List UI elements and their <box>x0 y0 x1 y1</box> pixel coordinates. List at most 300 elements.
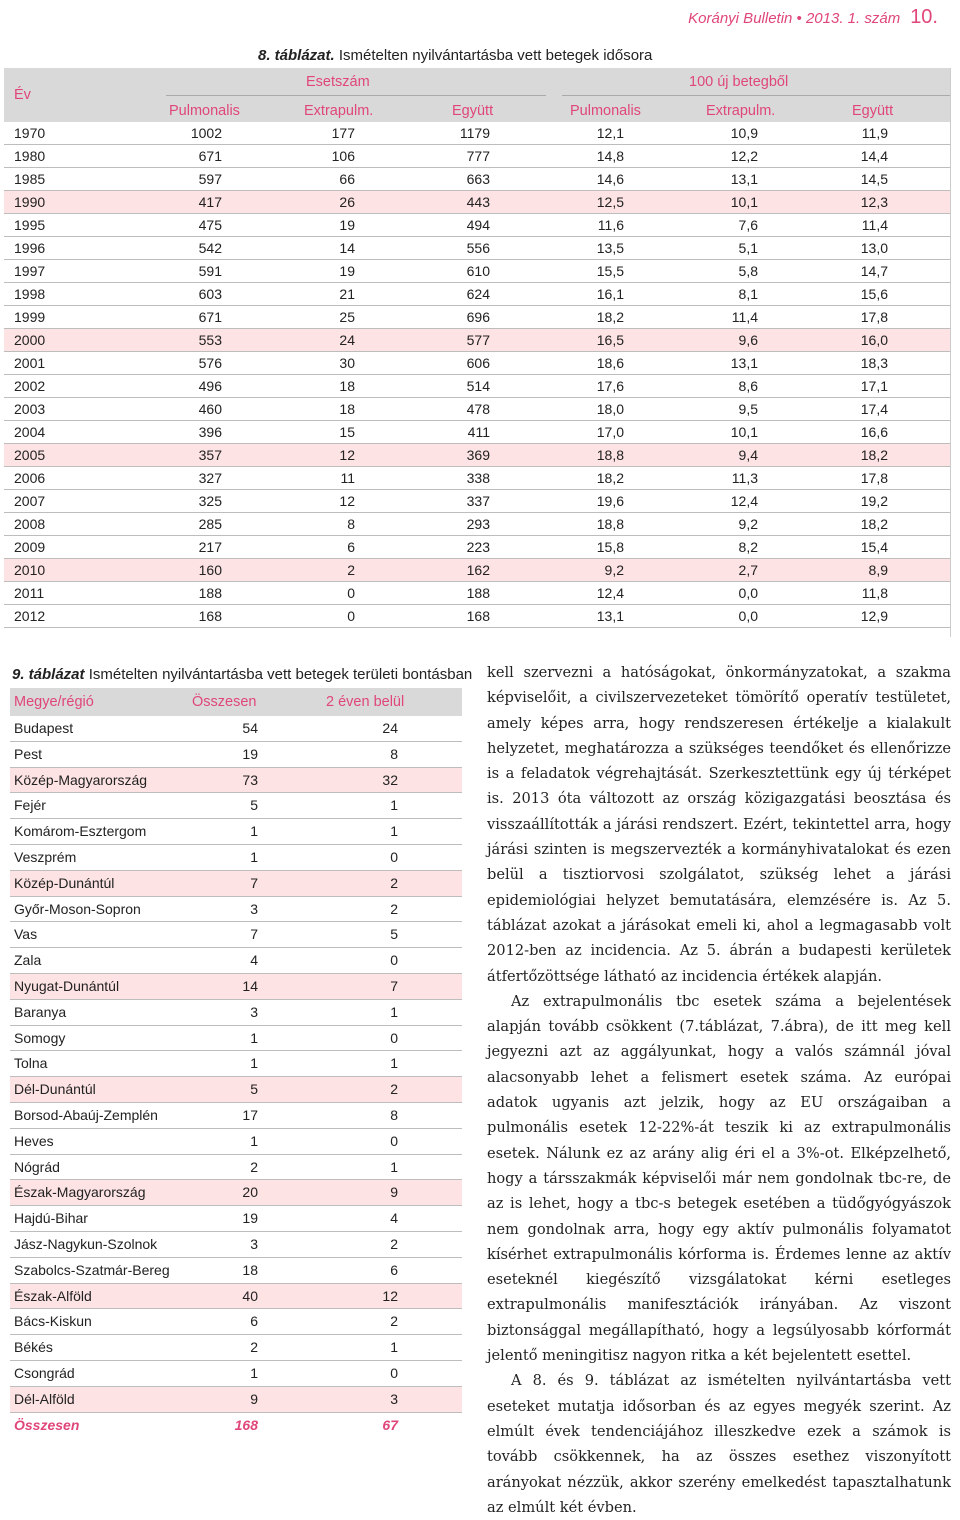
group-divider <box>562 95 950 96</box>
paragraph: A 8. és 9. táblázat az ismételten nyilvántartásba vett eseteket mutatja idősorban és az egyes megyék szerint. Az elmúlt évek tendenciájához illeszkedve ezek a számok is tovább csökkennek, ha az összes esethez viszonyított arányokat nézzük, akkor szerény emelkedést tapasztalhatunk az elmúlt két évben. <box>487 1372 951 1516</box>
value-cell: 188 <box>466 585 490 601</box>
table-row <box>10 1387 462 1413</box>
table-row <box>10 1284 462 1310</box>
table-row <box>10 845 462 871</box>
table-row <box>4 260 950 283</box>
value-cell: 514 <box>466 378 490 394</box>
region-cell: Vas <box>14 926 38 943</box>
region-cell: Budapest <box>14 720 74 736</box>
value-cell: 8 <box>390 745 398 762</box>
table-row <box>10 819 462 845</box>
value-cell: 13,1 <box>730 171 758 187</box>
value-cell: 12,9 <box>860 608 888 624</box>
value-cell: 5,8 <box>738 263 758 279</box>
region-cell: Bács-Kiskun <box>14 1313 92 1330</box>
year-cell: 1970 <box>14 125 46 141</box>
table-row <box>10 1103 462 1129</box>
year-cell: 1997 <box>14 263 46 279</box>
table8 <box>4 68 951 637</box>
table-row <box>10 871 462 897</box>
value-cell: 610 <box>466 263 490 279</box>
paragraph: kell szervezni a hatóságokat, önkormányzatokat, a szakma képviselőit, a civilszervezeteket tömörítő operatív testületet, amely képes arra, hogy rendszeresen értékelje a kialakult helyzetet, meghatározza a szükséges teendőket és ellenőrizze is a feladatok végrehajtását. Szerkesztettünk egy új térképet is. 2013 óta változott az ország közigazgatási beosztása és visszaállították a járási rendszert. Ezért, tekintettel arra, hogy járási szinten is megszervezték a kormányhivatalokat és ezen belül a tisztiorvosi szolgálatot, szükség lehet a járási epidemiológiai helyzet bemutatására, elemzésére is. Az 5. táblázat azokat a járásokat emeli ki, ahol a legmagasabb volt 2012-ben az incidencia. Az 5. ábrán a budapesti kerületek átfertőzöttsége látható az incidencia értékek alapján. <box>487 664 951 985</box>
value-cell: 12 <box>382 1287 398 1304</box>
value-cell: 24 <box>382 720 398 736</box>
value-cell: 624 <box>466 286 490 302</box>
value-cell: 3 <box>250 900 258 917</box>
value-cell: 11 <box>340 470 355 486</box>
value-cell: 15,6 <box>860 286 888 302</box>
value-cell: 553 <box>198 332 222 348</box>
table-row <box>4 375 950 398</box>
value-cell: 7 <box>250 874 258 891</box>
value-cell: 1 <box>390 1158 398 1175</box>
value-cell: 19,6 <box>596 493 624 509</box>
region-cell: Zala <box>14 952 42 969</box>
value-cell: 18 <box>242 1261 258 1278</box>
sub-header: Extrapulm. <box>706 103 776 119</box>
value-cell: 1 <box>250 1029 258 1046</box>
value-cell: 223 <box>466 539 490 555</box>
value-cell: 6 <box>347 539 355 555</box>
table8-title: Ismételten nyilvántartásba vett betegek idősora <box>338 47 653 64</box>
col-year: Év <box>14 87 31 103</box>
value-cell: 597 <box>198 171 222 187</box>
page-number: 10. <box>910 6 938 28</box>
year-cell: 2004 <box>14 424 46 440</box>
table-row <box>4 536 950 559</box>
article-text <box>487 660 951 1520</box>
table9-caption <box>12 666 472 683</box>
value-cell: 18,2 <box>596 309 624 325</box>
value-cell: 285 <box>198 516 222 532</box>
sub-header: Együtt <box>452 103 494 119</box>
value-cell: 5 <box>250 797 258 814</box>
table-row <box>4 559 950 582</box>
value-cell: 2 <box>250 1339 258 1356</box>
table-row <box>10 1026 462 1052</box>
region-cell: Közép-Dunántúl <box>14 874 115 891</box>
value-cell: 0 <box>347 585 355 601</box>
value-cell: 30 <box>339 355 355 371</box>
table-row <box>4 329 950 352</box>
table-row <box>4 467 950 490</box>
value-cell: 168 <box>198 608 222 624</box>
value-cell: 217 <box>198 539 222 555</box>
table-row <box>4 283 950 306</box>
table8-header-row1 <box>4 68 950 95</box>
value-cell: 8 <box>390 1106 398 1123</box>
value-cell: 10,1 <box>730 194 758 210</box>
region-cell: Csongrád <box>14 1364 75 1381</box>
value-cell: 6 <box>390 1261 398 1278</box>
value-cell: 13,5 <box>596 240 624 256</box>
table-row <box>10 1180 462 1206</box>
value-cell: 7,6 <box>738 217 758 233</box>
year-cell: 2007 <box>14 493 46 509</box>
table-row <box>4 605 950 628</box>
value-cell: 66 <box>339 171 355 187</box>
table-row <box>4 168 950 191</box>
year-cell: 1985 <box>14 171 46 187</box>
value-cell: 1 <box>390 797 398 814</box>
value-cell: 17,8 <box>860 309 888 325</box>
value-cell: 576 <box>198 355 222 371</box>
region-cell: Pest <box>14 745 43 762</box>
value-cell: 160 <box>198 562 222 578</box>
value-cell: 325 <box>198 493 222 509</box>
value-cell: 11,4 <box>861 217 888 233</box>
value-cell: 15,5 <box>596 263 624 279</box>
value-cell: 0 <box>390 848 398 865</box>
value-cell: 14,5 <box>860 171 888 187</box>
table-row <box>10 1206 462 1232</box>
table-row <box>10 1000 462 1026</box>
value-cell: 671 <box>198 309 222 325</box>
value-cell: 12 <box>339 493 355 509</box>
region-cell: Nógrád <box>14 1158 60 1175</box>
value-cell: 0 <box>347 608 355 624</box>
year-cell: 2001 <box>14 355 46 371</box>
value-cell: 21 <box>339 286 355 302</box>
value-cell: 556 <box>466 240 490 256</box>
value-cell: 0,0 <box>738 608 758 624</box>
region-cell: Borsod-Abaúj-Zemplén <box>14 1106 158 1123</box>
year-cell: 2003 <box>14 401 46 417</box>
table-row <box>10 1335 462 1361</box>
value-cell: 18,3 <box>860 355 888 371</box>
value-cell: 9 <box>390 1184 398 1201</box>
value-cell: 10,9 <box>730 125 758 141</box>
value-cell: 5,1 <box>738 240 758 256</box>
region-cell: Győr-Moson-Sopron <box>14 900 141 917</box>
year-cell: 1999 <box>14 309 46 325</box>
value-cell: 7 <box>250 926 258 943</box>
value-cell: 478 <box>466 401 490 417</box>
value-cell: 14 <box>339 240 355 256</box>
sub-header: Együtt <box>852 103 894 119</box>
value-cell: 32 <box>382 771 398 788</box>
table-row <box>10 1051 462 1077</box>
region-cell: Somogy <box>14 1029 66 1046</box>
value-cell: 9,2 <box>738 516 758 532</box>
value-cell: 13,0 <box>860 240 888 256</box>
value-cell: 18,8 <box>596 447 624 463</box>
table9-title: Ismételten nyilvántartásba vett betegek területi bontásban <box>88 666 473 683</box>
value-cell: 1 <box>250 1364 258 1381</box>
value-cell: 12,1 <box>596 125 624 141</box>
value-cell: 293 <box>466 516 490 532</box>
value-cell: 1 <box>390 1003 398 1020</box>
table-row <box>4 398 950 421</box>
value-cell: 12,3 <box>860 194 888 210</box>
table-row <box>10 793 462 819</box>
value-cell: 496 <box>198 378 222 394</box>
value-cell: 12,5 <box>596 194 624 210</box>
value-cell: 106 <box>331 148 355 164</box>
value-cell: 3 <box>250 1003 258 1020</box>
value-cell: 17,0 <box>596 424 624 440</box>
value-cell: 9,2 <box>604 562 624 578</box>
value-cell: 4 <box>390 1210 398 1227</box>
group-100-uj: 100 új betegből <box>689 74 789 90</box>
value-cell: 1 <box>390 823 398 840</box>
table-row <box>4 214 950 237</box>
value-cell: 8 <box>347 516 355 532</box>
year-cell: 1980 <box>14 148 46 164</box>
value-cell: 18,2 <box>860 447 888 463</box>
value-cell: 1179 <box>459 125 490 141</box>
value-cell: 162 <box>466 562 490 578</box>
value-cell: 5 <box>390 926 398 943</box>
value-cell: 1 <box>250 1055 258 1072</box>
region-cell: Jász-Nagykun-Szolnok <box>14 1235 158 1252</box>
value-cell: 11,4 <box>731 309 758 325</box>
value-cell: 11,6 <box>597 217 624 233</box>
year-cell: 1990 <box>14 194 46 210</box>
value-cell: 40 <box>242 1287 258 1304</box>
value-cell: 14,4 <box>860 148 888 164</box>
table-row <box>10 1309 462 1335</box>
table-row <box>4 191 950 214</box>
value-cell: 15,4 <box>860 539 888 555</box>
value-cell: 54 <box>242 720 258 736</box>
value-cell: 11,9 <box>861 125 888 141</box>
value-cell: 17 <box>242 1106 258 1123</box>
value-cell: 327 <box>198 470 222 486</box>
value-cell: 9 <box>250 1390 258 1407</box>
value-cell: 19 <box>339 217 355 233</box>
year-cell: 2011 <box>14 585 45 601</box>
region-cell: Békés <box>14 1339 53 1356</box>
table9-header <box>10 688 462 716</box>
value-cell: 2 <box>250 1158 258 1175</box>
value-cell: 11,8 <box>861 585 888 601</box>
group-esetszam: Esetszám <box>306 74 370 90</box>
col-megye: Megye/régió <box>14 694 94 710</box>
table8-label: 8. táblázat. <box>258 47 335 64</box>
value-cell: 168 <box>466 608 490 624</box>
value-cell: 16,5 <box>596 332 624 348</box>
value-cell: 1 <box>390 1339 398 1356</box>
value-cell: 20 <box>242 1184 258 1201</box>
year-cell: 2005 <box>14 447 46 463</box>
value-cell: 188 <box>198 585 222 601</box>
year-cell: 1996 <box>14 240 46 256</box>
region-cell: Tolna <box>14 1055 48 1072</box>
table-row <box>10 1077 462 1103</box>
table-row <box>4 421 950 444</box>
value-cell: 0,0 <box>738 585 758 601</box>
value-cell: 13,1 <box>596 608 624 624</box>
region-cell: Fejér <box>14 797 46 814</box>
year-cell: 1995 <box>14 217 46 233</box>
value-cell: 18 <box>339 401 355 417</box>
value-cell: 1 <box>250 1132 258 1149</box>
value-cell: 577 <box>466 332 490 348</box>
value-cell: 16,1 <box>596 286 624 302</box>
value-cell: 17,8 <box>860 470 888 486</box>
value-cell: 0 <box>390 1029 398 1046</box>
table9 <box>10 688 462 1437</box>
year-cell: 2010 <box>14 562 46 578</box>
value-cell: 0 <box>390 1364 398 1381</box>
value-cell: 460 <box>198 401 222 417</box>
sub-header: Pulmonalis <box>570 103 641 119</box>
region-cell: Dél-Dunántúl <box>14 1081 96 1098</box>
region-cell: Nyugat-Dunántúl <box>14 977 120 994</box>
journal-name: Korányi Bulletin • 2013. 1. szám <box>688 10 901 27</box>
paragraph: Az extrapulmonális tbc esetek száma a bejelentések alapján tovább csökkent (7.táblázat, 7.ábra), de itt meg kell jegyezni azt az aggályunkat, hogy a valós számnál jóval alacsonyabb lehet a felismert esetek száma. Az európai adatok ugyanis azt jelzik, hogy az EU országaiban a pulmonális esetek 12-22%-át teszik ki az extrapulmonális esetek. Nálunk ez az arány alig éri el a 3%-ot. Elképzelhető, hogy a társszakmák képviselői már nem gondolnak tbc-re, de az is lehet, hogy a tbc-s betegek esetében a tüdőgyógyászok nem gondolnak arra, hogy egy aktív pulmonális folyamatot kísérhet extrapulmonális kórforma is. Érdemes lenne az aktív eseteknél kiegészítő vizsgálatokat kérni esetleges extrapulmonális manifesztációk irányában. Az viszont biztonsággal megállapítható, hogy a legsúlyosabb kórformát jelentő meningitisz nagyon ritka a két bejelentett esettel. <box>487 992 951 1365</box>
value-cell: 411 <box>467 424 490 440</box>
value-cell: 18,0 <box>596 401 624 417</box>
value-cell: 15 <box>339 424 355 440</box>
table-row <box>4 513 950 536</box>
value-cell: 16,0 <box>860 332 888 348</box>
value-cell: 15,8 <box>596 539 624 555</box>
value-cell: 9,4 <box>738 447 758 463</box>
value-cell: 8,9 <box>868 562 888 578</box>
region-cell: Észak-Magyarország <box>14 1184 146 1201</box>
year-cell: 2002 <box>14 378 46 394</box>
value-cell: 24 <box>339 332 355 348</box>
value-cell: 337 <box>466 493 490 509</box>
value-cell: 542 <box>198 240 222 256</box>
table-row <box>10 1232 462 1258</box>
table-row <box>10 948 462 974</box>
value-cell: 9,6 <box>738 332 758 348</box>
value-cell: 7 <box>390 977 398 994</box>
value-cell: 357 <box>198 447 222 463</box>
value-cell: 1 <box>250 848 258 865</box>
value-cell: 17,6 <box>596 378 624 394</box>
value-cell: 8,2 <box>738 539 758 555</box>
year-cell: 2008 <box>14 516 46 532</box>
table-row <box>10 1129 462 1155</box>
col-osszesen: Összesen <box>192 694 257 710</box>
value-cell: 2 <box>390 900 398 917</box>
value-cell: 443 <box>466 194 490 210</box>
table-row <box>10 897 462 923</box>
value-cell: 10,1 <box>730 424 758 440</box>
value-cell: 1002 <box>190 125 222 141</box>
value-cell: 3 <box>250 1235 258 1252</box>
value-cell: 2,7 <box>738 562 758 578</box>
value-cell: 18,2 <box>596 470 624 486</box>
value-cell: 1 <box>390 1055 398 1072</box>
table-row <box>4 352 950 375</box>
table-row <box>4 306 950 329</box>
year-cell: 2009 <box>14 539 46 555</box>
value-cell: 13,1 <box>730 355 758 371</box>
value-cell: 19 <box>339 263 355 279</box>
value-cell: 9,5 <box>738 401 758 417</box>
value-cell: 2 <box>347 562 355 578</box>
value-cell: 26 <box>339 194 355 210</box>
table8-caption <box>258 47 652 64</box>
value-cell: 2 <box>390 1313 398 1330</box>
table-row <box>10 974 462 1000</box>
value-cell: 17,1 <box>860 378 888 394</box>
value-cell: 417 <box>198 194 222 210</box>
value-cell: 4 <box>250 952 258 969</box>
value-cell: 5 <box>250 1081 258 1098</box>
value-cell: 6 <box>250 1313 258 1330</box>
table9-total-row <box>10 1413 462 1438</box>
value-cell: 494 <box>466 217 490 233</box>
value-cell: 16,6 <box>860 424 888 440</box>
value-cell: 14 <box>242 977 258 994</box>
year-cell: 2012 <box>14 608 46 624</box>
value-cell: 18,2 <box>860 516 888 532</box>
region-cell: Veszprém <box>14 848 77 865</box>
value-cell: 396 <box>198 424 222 440</box>
table-row <box>10 742 462 768</box>
value-cell: 73 <box>242 771 258 788</box>
year-cell: 2000 <box>14 332 46 348</box>
value-cell: 0 <box>390 952 398 969</box>
value-cell: 12,2 <box>730 148 758 164</box>
value-cell: 671 <box>198 148 222 164</box>
region-cell: Dél-Alföld <box>14 1390 75 1407</box>
value-cell: 606 <box>466 355 490 371</box>
value-cell: 17,4 <box>860 401 888 417</box>
value-cell: 2 <box>390 874 398 891</box>
value-cell: 3 <box>390 1390 398 1407</box>
col-2even: 2 éven belül <box>326 694 405 710</box>
value-cell: 25 <box>339 309 355 325</box>
table9-label: 9. táblázat <box>12 666 85 683</box>
value-cell: 0 <box>390 1132 398 1149</box>
value-cell: 19 <box>242 1210 258 1227</box>
value-cell: 777 <box>466 148 490 164</box>
region-cell: Szabolcs-Szatmár-Bereg <box>14 1261 170 1278</box>
value-cell: 19 <box>242 745 258 762</box>
region-cell: Közép-Magyarország <box>14 771 148 788</box>
region-cell: Heves <box>14 1132 54 1149</box>
value-cell: 12 <box>339 447 355 463</box>
table-row <box>4 582 950 605</box>
value-cell: 14,6 <box>596 171 624 187</box>
total-osszesen: 168 <box>234 1416 258 1433</box>
value-cell: 12,4 <box>730 493 758 509</box>
value-cell: 2 <box>390 1235 398 1252</box>
value-cell: 177 <box>331 125 355 141</box>
value-cell: 18,8 <box>596 516 624 532</box>
value-cell: 8,6 <box>738 378 758 394</box>
year-cell: 1998 <box>14 286 46 302</box>
region-cell: Baranya <box>14 1003 67 1020</box>
value-cell: 1 <box>250 823 258 840</box>
table-row <box>4 490 950 513</box>
value-cell: 12,4 <box>596 585 624 601</box>
value-cell: 14,7 <box>860 263 888 279</box>
value-cell: 591 <box>198 263 222 279</box>
value-cell: 475 <box>198 217 222 233</box>
value-cell: 696 <box>466 309 490 325</box>
running-header <box>688 6 938 29</box>
table-row <box>4 145 950 168</box>
table-row <box>4 237 950 260</box>
value-cell: 663 <box>466 171 490 187</box>
sub-header: Extrapulm. <box>304 103 374 119</box>
table8-body <box>4 122 950 628</box>
year-cell: 2006 <box>14 470 46 486</box>
table-row <box>4 444 950 467</box>
value-cell: 338 <box>466 470 490 486</box>
table9-body <box>10 716 462 1413</box>
table-row <box>4 122 950 145</box>
value-cell: 19,2 <box>860 493 888 509</box>
